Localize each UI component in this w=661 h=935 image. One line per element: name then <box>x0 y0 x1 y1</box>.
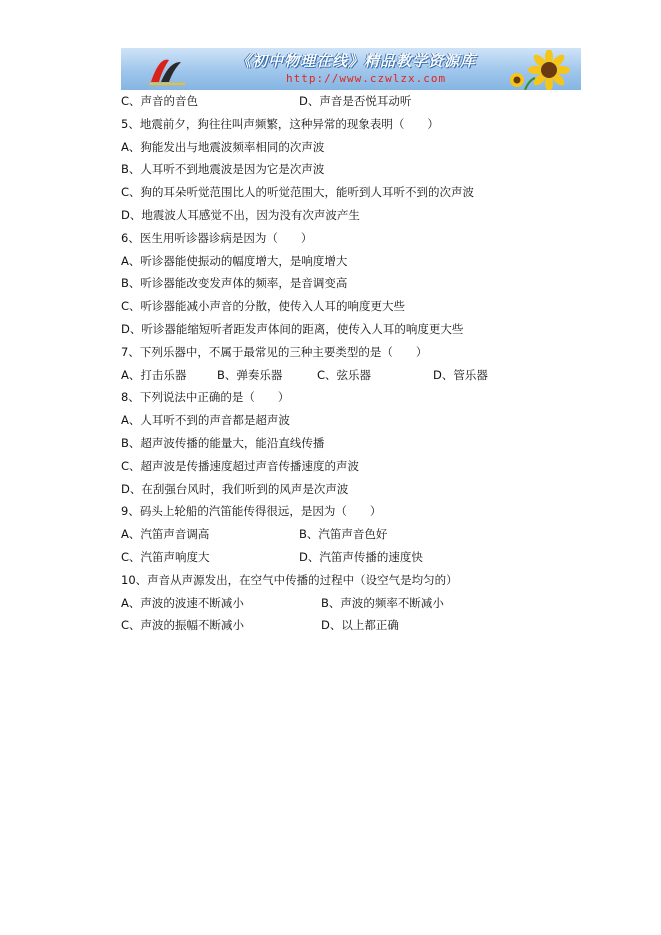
question-line: D、地震波人耳感觉不出，因为没有次声波产生 <box>121 208 360 222</box>
question-line: C、听诊器能减小声音的分散，使传入人耳的响度更大些 <box>121 299 406 314</box>
header-banner <box>121 48 581 90</box>
option-item: C、声音的音色 <box>121 94 199 108</box>
question-line: B、人耳听不到地震波是因为它是次声波 <box>121 162 325 177</box>
option-item: A、汽笛声音调高 <box>121 527 210 542</box>
question-line: B、听诊器能改变发声体的频率，是音调变高 <box>121 276 348 291</box>
question-line: D、在刮强台风时，我们听到的风声是次声波 <box>121 481 349 496</box>
option-item: A、打击乐器 <box>121 367 187 382</box>
option-item: B、弹奏乐器 <box>217 367 283 382</box>
option-item: C、声波的振幅不断减小 <box>121 618 245 633</box>
option-item: B、声波的频率不断减小 <box>321 595 444 610</box>
question-line: 7、下列乐器中，不属于最常见的三种主要类型的是（ ） <box>121 344 428 359</box>
option-item: A、声波的波速不断减小 <box>121 595 244 610</box>
option-item: D、以上都正确 <box>321 618 399 633</box>
question-line: 9、码头上轮船的汽笛能传得很远，是因为（ ） <box>121 504 382 519</box>
question-line: C、狗的耳朵听觉范围比人的听觉范围大，能听到人耳听不到的次声波 <box>121 185 475 200</box>
option-item: C、弦乐器 <box>317 367 372 382</box>
option-item: D、声音是否悦耳动听 <box>299 94 412 108</box>
sunflower-icon <box>505 50 581 90</box>
site-logo-icon <box>147 54 187 86</box>
question-line: 6、医生用听诊器诊病是因为（ ） <box>121 230 313 245</box>
question-line: A、听诊器能使振动的幅度增大，是响度增大 <box>121 253 348 268</box>
question-line: 8、下列说法中正确的是（ ） <box>121 390 290 405</box>
option-item: D、汽笛声传播的速度快 <box>299 550 423 564</box>
question-line: C、超声波是传播速度超过声音传播速度的声波 <box>121 458 360 473</box>
option-item: B、汽笛声音色好 <box>299 527 388 542</box>
banner-url[interactable]: http://www.czwlzx.com <box>286 72 447 85</box>
option-item: D、管乐器 <box>433 367 488 382</box>
option-item: C、汽笛声响度大 <box>121 550 210 564</box>
question-line: 5、地震前夕，狗往往叫声频繁，这种异常的现象表明（ ） <box>121 116 439 131</box>
question-line: 10、声音从声源发出，在空气中传播的过程中（设空气是均匀的） <box>121 572 458 587</box>
question-line: B、超声波传播的能量大，能沿直线传播 <box>121 436 325 450</box>
banner-title: 《初中物理在线》精品教学资源库 <box>236 52 477 70</box>
question-line: D、听诊器能缩短听者距发声体间的距离，使传入人耳的响度更大些 <box>121 322 464 336</box>
question-line: A、人耳听不到的声音都是超声波 <box>121 413 290 428</box>
question-line: A、狗能发出与地震波频率相同的次声波 <box>121 139 325 154</box>
